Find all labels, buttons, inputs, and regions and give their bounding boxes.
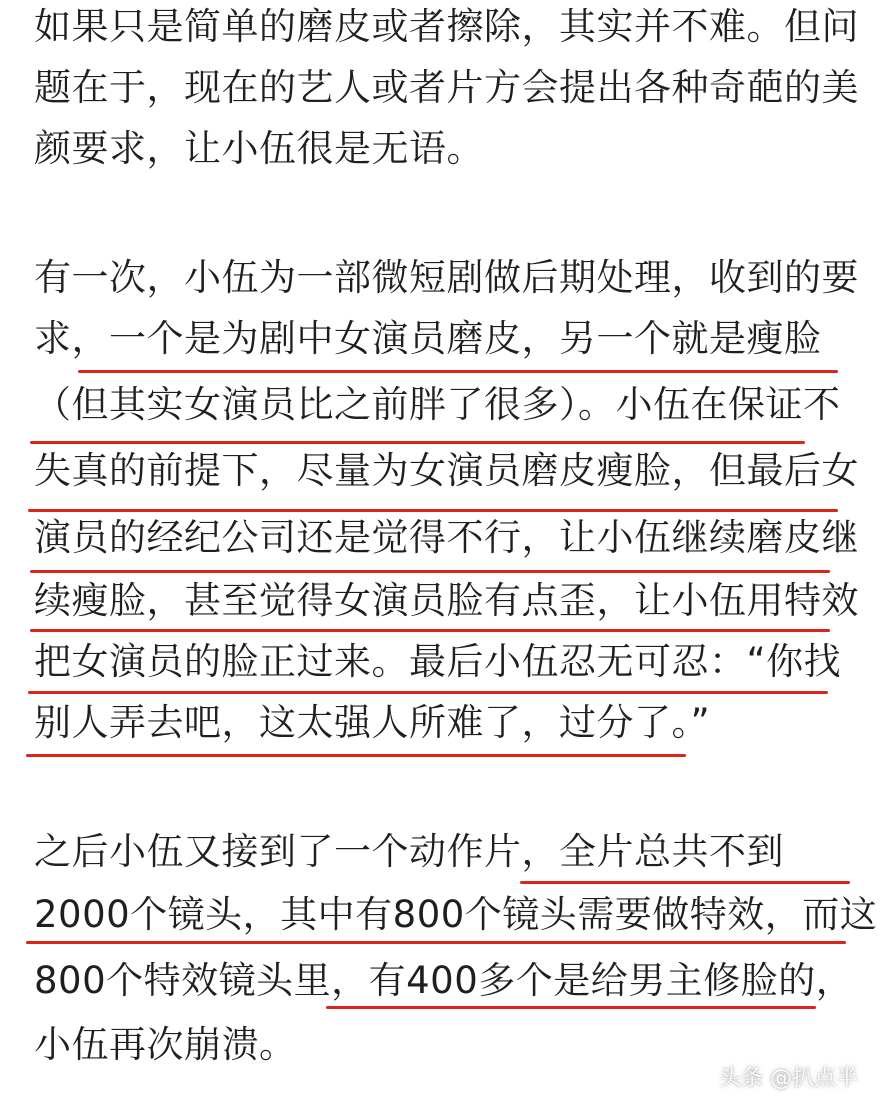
text-line: 续瘦脸，甚至觉得女演员脸有点歪，让小伍用特效 (34, 579, 859, 622)
text-line: 之后小伍又接到了一个动作片，全片总共不到 (34, 830, 784, 873)
text-line: （但其实女演员比之前胖了很多）。小伍在保证不 (34, 383, 841, 426)
watermark: 头条 @扒点半 (719, 1066, 858, 1091)
text-line: 如果只是简单的磨皮或者擦除，其实并不难。但问 (34, 5, 859, 48)
text-line: 小伍再次崩溃。 (34, 1023, 297, 1066)
text-line: 求，一个是为剧中女演员磨皮，另一个就是瘦脸 (34, 317, 822, 360)
red-underline (26, 941, 846, 944)
text-line: 题在于，现在的艺人或者片方会提出各种奇葩的美 (34, 66, 859, 109)
text-line: 把女演员的脸正过来。最后小伍忍无可忍：“你找 (34, 640, 842, 683)
red-underline (28, 691, 828, 694)
red-underline (30, 629, 830, 632)
text-line: 失真的前提下，尽量为女演员磨皮瘦脸，但最后女 (34, 449, 859, 492)
text-line: 演员的经纪公司还是觉得不行，让小伍继续磨皮继 (34, 516, 859, 559)
text-line: 有一次，小伍为一部微短剧做后期处理，收到的要 (34, 256, 859, 299)
text-line: 别人弄去吧，这太强人所难了，过分了。” (34, 701, 711, 744)
red-underline (28, 509, 838, 512)
red-underline (26, 754, 686, 757)
text-line: 2000个镜头，其中有800个镜头需要做特效，而这 (34, 893, 878, 936)
red-underline (30, 441, 805, 444)
text-line: 颜要求，让小伍很是无语。 (34, 127, 484, 170)
red-underline (520, 881, 850, 884)
red-underline (30, 570, 830, 573)
red-underline (78, 370, 838, 373)
red-underline (326, 1006, 816, 1009)
text-line: 800个特效镜头里，有400多个是给男主修脸的， (34, 959, 854, 1002)
